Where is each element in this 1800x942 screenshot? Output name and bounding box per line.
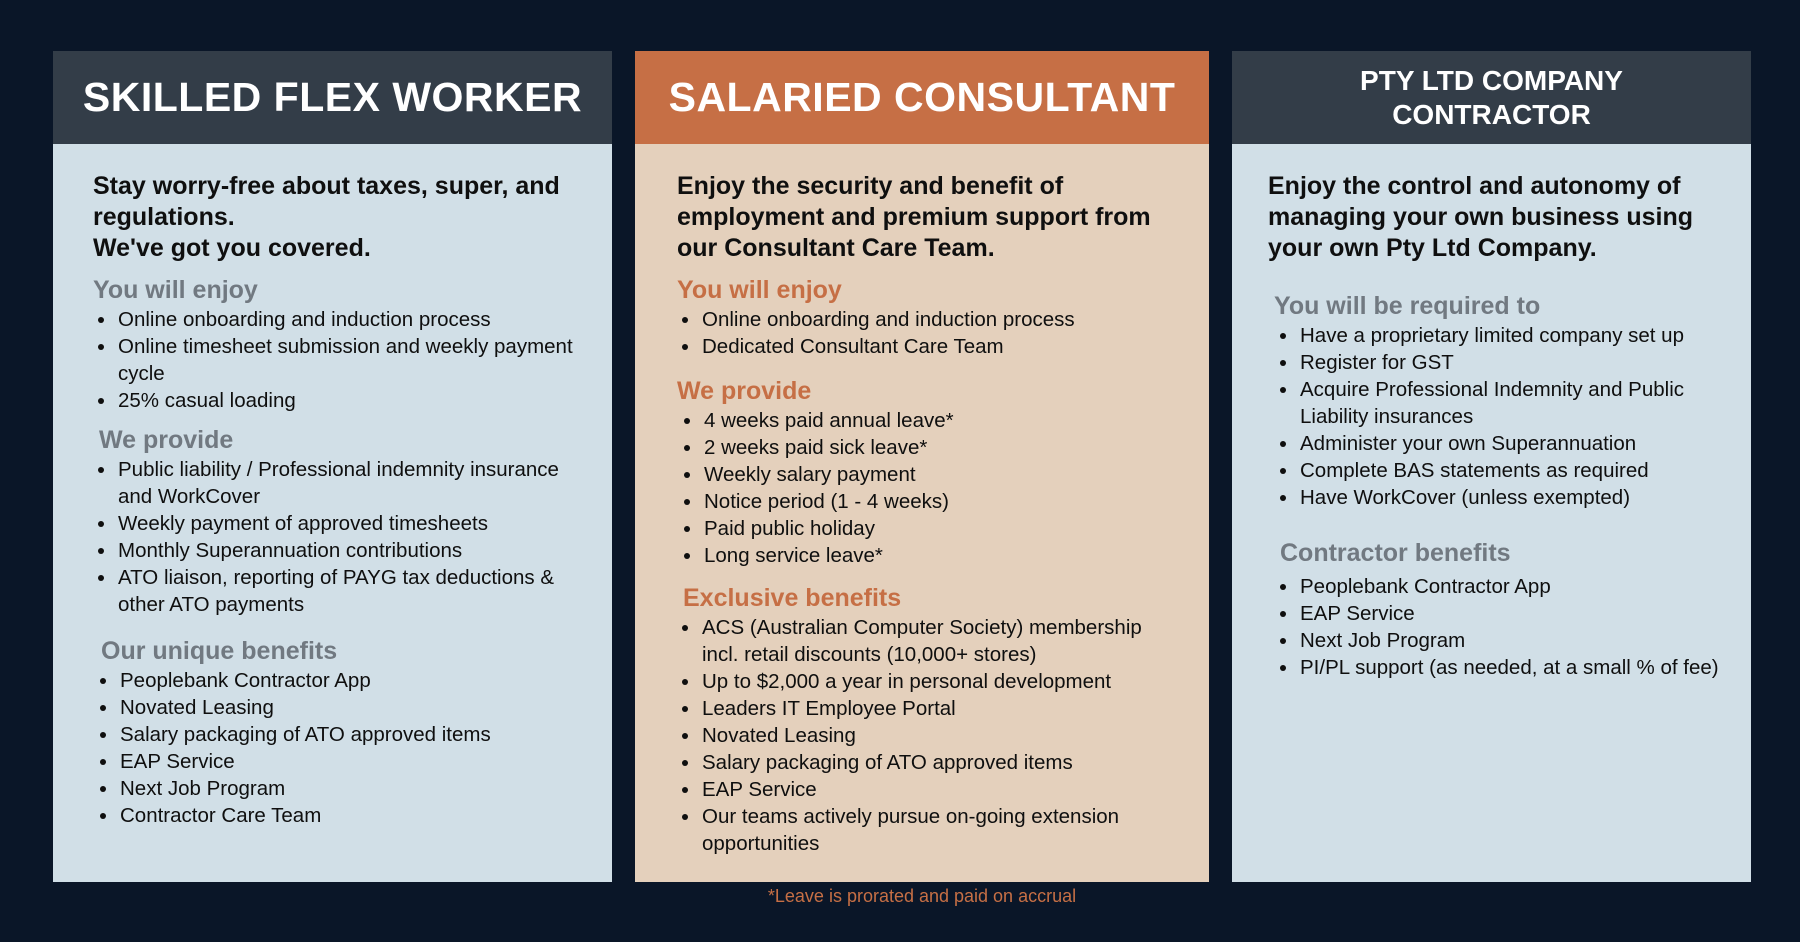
list-item: PI/PL support (as needed, at a small % of fee) — [1275, 654, 1721, 681]
section-title: Contractor benefits — [1280, 539, 1511, 567]
card-intro: Stay worry-free about taxes, super, and regulations. We've got you covered. — [93, 172, 560, 262]
list-item: Next Job Program — [1275, 627, 1721, 654]
list-item: EAP Service — [1275, 600, 1721, 627]
list-item: Dedicated Consultant Care Team — [677, 333, 1179, 360]
card-salaried-consultant — [635, 51, 1209, 882]
list-item: Have WorkCover (unless exempted) — [1275, 484, 1721, 511]
list-item: ATO liaison, reporting of PAYG tax deductions & other ATO payments — [93, 564, 582, 618]
list-item: Complete BAS statements as required — [1275, 457, 1721, 484]
benefit-list — [93, 456, 582, 618]
list-item: Administer your own Superannuation — [1275, 430, 1721, 457]
section-title: You will be required to — [1274, 292, 1541, 320]
card-title: PTY LTD COMPANY CONTRACTOR — [1360, 64, 1623, 130]
list-item: 25% casual loading — [93, 387, 582, 414]
list-item: Long service leave* — [679, 542, 1179, 569]
section-title: You will enjoy — [677, 276, 842, 304]
section-title: We provide — [677, 377, 812, 405]
card-title: SKILLED FLEX WORKER — [82, 74, 583, 120]
list-item: Contractor Care Team — [95, 802, 582, 829]
list-item: Novated Leasing — [677, 722, 1179, 749]
card-header — [1232, 51, 1751, 144]
list-item: Up to $2,000 a year in personal development — [677, 668, 1179, 695]
card-header — [53, 51, 612, 144]
list-item: Salary packaging of ATO approved items — [677, 749, 1179, 776]
card-intro: Enjoy the control and autonomy of managing your own business using your own Pty Ltd Company. — [1268, 172, 1694, 262]
list-item: ACS (Australian Computer Society) membership incl. retail discounts (10,000+ stores) — [677, 614, 1179, 668]
benefit-list — [677, 614, 1179, 857]
benefit-list — [677, 306, 1179, 360]
card-body — [635, 171, 1209, 857]
section-title: Exclusive benefits — [683, 584, 902, 612]
benefit-list — [93, 667, 582, 829]
benefit-list — [93, 306, 582, 414]
list-item: Online timesheet submission and weekly payment cycle — [93, 333, 582, 387]
benefit-list — [1268, 573, 1721, 681]
list-item: Our teams actively pursue on-going extension opportunities — [677, 803, 1179, 857]
list-item: Public liability / Professional indemnity insurance and WorkCover — [93, 456, 582, 510]
leave-footnote: *Leave is prorated and paid on accrual — [767, 886, 1077, 906]
requirement-list — [1268, 322, 1721, 511]
list-item: Monthly Superannuation contributions — [93, 537, 582, 564]
list-item: Acquire Professional Indemnity and Public Liability insurances — [1275, 376, 1721, 430]
list-item: Novated Leasing — [95, 694, 582, 721]
list-item: EAP Service — [677, 776, 1179, 803]
card-intro: Enjoy the security and benefit of employment and premium support from our Consultant Care Team. — [677, 172, 1151, 262]
section-title: We provide — [99, 426, 234, 454]
card-body — [1232, 171, 1751, 681]
list-item: Have a proprietary limited company set up — [1275, 322, 1721, 349]
card-pty-ltd-contractor — [1232, 51, 1751, 882]
list-item: Salary packaging of ATO approved items — [95, 721, 582, 748]
list-item: Weekly salary payment — [679, 461, 1179, 488]
list-item: Online onboarding and induction process — [677, 306, 1179, 333]
section-title: Our unique benefits — [101, 637, 338, 665]
list-item: 4 weeks paid annual leave* — [679, 407, 1179, 434]
list-item: 2 weeks paid sick leave* — [679, 434, 1179, 461]
list-item: Peoplebank Contractor App — [1275, 573, 1721, 600]
list-item: Online onboarding and induction process — [93, 306, 582, 333]
list-item: Leaders IT Employee Portal — [677, 695, 1179, 722]
list-item: Register for GST — [1275, 349, 1721, 376]
card-skilled-flex-worker — [53, 51, 612, 882]
card-title: SALARIED CONSULTANT — [668, 74, 1176, 120]
list-item: Notice period (1 - 4 weeks) — [679, 488, 1179, 515]
card-header — [635, 51, 1209, 144]
list-item: Paid public holiday — [679, 515, 1179, 542]
benefit-list — [677, 407, 1179, 569]
list-item: Peoplebank Contractor App — [95, 667, 582, 694]
list-item: EAP Service — [95, 748, 582, 775]
section-title: You will enjoy — [93, 276, 258, 304]
list-item: Weekly payment of approved timesheets — [93, 510, 582, 537]
list-item: Next Job Program — [95, 775, 582, 802]
card-body — [53, 171, 612, 829]
